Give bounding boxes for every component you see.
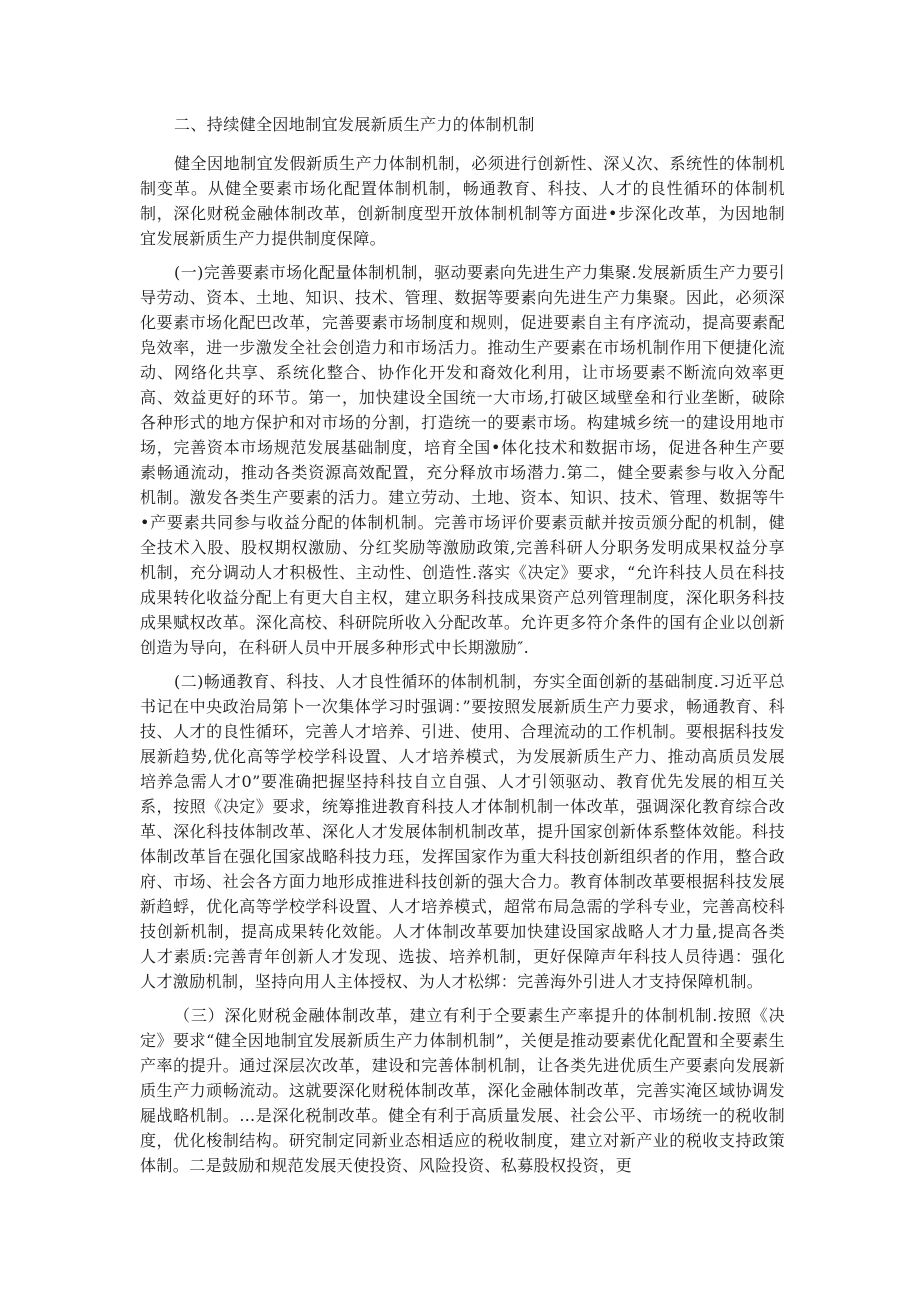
paragraph-fiscal-finance: （三）深化财税金融体制改革，建立有利于仝要素生产率提升的体制机制.按照《决定》要求“健全因地制宜发展新质生产力体制机制”，关便是推动要素优化配置和全要素生产率的提升。通过深层次改革，建设和完善体制机制，让各类先进优质生产要素向发展新质生产力顽畅流动。这就要深化财税体制改革，深化金融体制改革，完善实淹区域协调发屣战略机制。…是深化税制改革。健全有利于高质量发展、社会公平、市场统一的税收制度，优化梭制结构。研究制定同新业态相适应的税收制度，建立对新产业的税收支持政策体制。二是鼓励和规范发展天使投资、风险投资、私募股权投资，更 (140, 1006, 785, 1175)
paragraph-factor-market: (一)完善要素市场化配量体制机制，驱动要素向先进生产力集聚.发展新质生产力要引导劳动、资本、土地、知识、技术、管理、数据等要素向先进生产力集聚。因此，必须深化要素市场化配巴改革，完善要素市场制度和规则，促进要素自主有序流动，提高要素配凫效率，进一步激发全社会创造力和市场活力。推动生产要素在市场机制作用下便捷化流动、网络化共享、系统化整合、协作化开发和裔效化利用，让市场要素不断流向效率更高、效益更好的环节。第一，加快建设全国统一大市场,打破区域壁垒和行业垄断，破除各种形式的地方保护和对市场的分割，打造统一的要素市场。构建城乡统一的建设用地市场，完善资本市场规范发展基础制度，培育全国•体化技术和数据市场，促进各种生产要素畅通流动，推动各类资源高效配置，充分释放市场潜力.第二，健全要素参与收入分配机制。激发各类生产要素的活力。建立劳动、土地、资本、知识、技术、管理、数据等牛•产要素共同参与收益分配的体制机制。完善市场评价要素贡献并按贡颁分配的机制，健全技术入股、股权期权激励、分红奖励等激励政策,完善科研人分职务发明成果权益分享机制，充分调动人才积极性、主动性、创造性.落实《决定》要求，“允许科技人员在科技成果转化收益分配上有更大自主权，建立职务科技成果资产总列管理制度，深化职务科技成果赋权改革。深化高校、科研院所收入分配改革。允许更多符介条件的国有企业以创新创造为导向，在科研人员中开展多种形式中长期激励″. (140, 263, 785, 657)
paragraph-education-tech-talent: (二)畅通教育、科技、人才良性循环的体制机制，夯实全面创新的基础制度.习近平总书记在中央政治局第卜一次集体学习时强调：”要按照发展新质生产力要求，畅通教育、科技、人才的良性循环，完善人才培养、引进、使用、合理流动的工作机制。要根据科技发展新趋势,优化高等学校学科设置、人才培养模式，为发展新质生产力、推动高质员发展培养急需人才0”要准确把握坚持科技自立自强、人才引领驱动、教育优先发展的相互关系，按照《决定》要求，统筹推进教育科技人才体制机制一体改革，强调深化教育综合改革、深化科技体制改革、深化人才发展体制机制改革，提升国家创新体系整体效能。科技体制改革旨在强化国家战略科技力珏，发挥国家作为重大科技创新组织者的作用，整合政府、市场、社会各方面力地形成推进科技创新的强大合力。教育体制改革要根据科技发展新趋蜉，优化高等学校学科设置、人才培养模式，超常布局急需的学科专业，完善高校科技创新机制，提高成果转化效能。人才体制改革要加快建设国家战略人才力量,提高各类人才素质:完善青年创新人才发现、选拔、培养机制，更好保障声年科技人员待遇：强化人才激励机制，坚持向用人主体授权、为人才松绑：完善海外引进人才支持保障机制。 (140, 672, 785, 991)
document-page (140, 112, 785, 1187)
section-heading: 二、持续健全因地制宜发展新质生产力的体制机制 (174, 115, 535, 134)
intro-paragraph: 健全因地制宜发假新质生产力体制机制，必须进行创新性、深乂次、系统性的体制机制变革。从健全要素市场化配置体制机制，畅通教育、科技、人才的良性循环的体制机制，深化财税金融体制改革，创新制度型开放体制机制等方面进•步深化改革，为因地制宜发展新质生产力提供制度保障。 (140, 154, 785, 248)
